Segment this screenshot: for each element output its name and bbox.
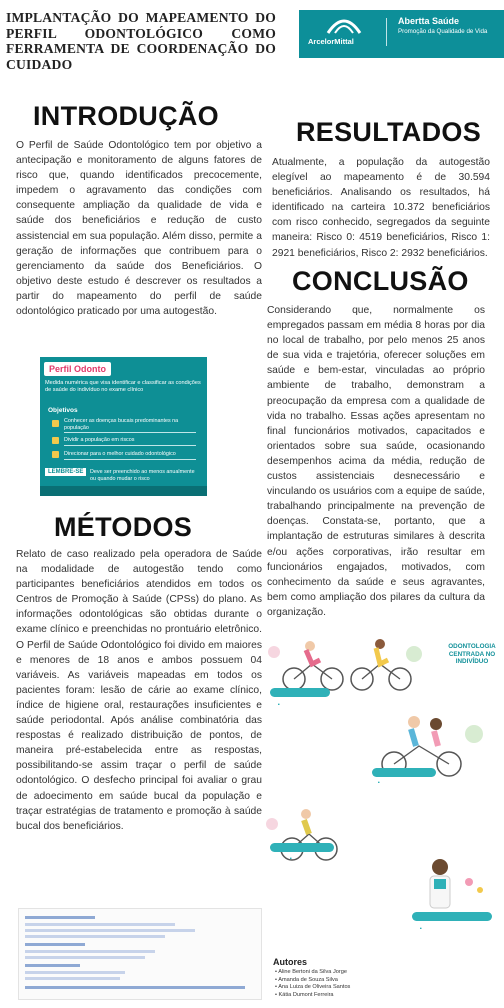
lembre-se-label: LEMBRE-SE	[45, 468, 86, 476]
perfil-objectives-label: Objetivos	[48, 407, 78, 414]
autores-list	[275, 969, 350, 999]
objective-bullet-icon	[52, 437, 59, 444]
tandem-bike-illustration	[382, 716, 483, 776]
abertta-tagline: Promoção da Qualidade de Vida	[398, 28, 488, 35]
introducao-heading: INTRODUÇÃO	[33, 101, 219, 131]
objective-item: Direcionar para o melhor cuidado odontológico	[64, 451, 196, 460]
autor-item: • Ana Luiza de Oliveira Santos	[275, 984, 350, 992]
odontologia-illustration	[264, 634, 504, 954]
perfil-odonto-infographic	[40, 357, 207, 496]
results-report-image	[18, 908, 262, 1000]
pill-label	[412, 912, 492, 921]
objective-bullet-icon	[52, 451, 59, 458]
metodos-heading: MÉTODOS	[54, 512, 193, 542]
resultados-heading: RESULTADOS	[296, 117, 481, 147]
pill-label	[270, 688, 330, 697]
autor-item: • Amanda de Souza Silva	[275, 977, 350, 985]
arcelormittal-logo	[308, 12, 368, 52]
perfil-card-footer	[40, 486, 207, 496]
conclusao-heading: CONCLUSÃO	[292, 266, 469, 296]
introducao-text: O Perfil de Saúde Odontológico tem por objetivo a antecipação e monitoramento de alguns fatores de risco que, quando identificados precocemente, impedem o agravamento das condições com consequente ampliação da qualidade de vida e saúde dos beneficiários e redução de custo assistencial em sua população. Além disso, permite a geração de informações que contribuem para o gerenciamento da saúde dos Beneficiários. O objetivo deste estudo é descrever os resultados a partir do mapeamento do perfil de saúde odontológico praticado por uma autogestão.	[16, 140, 262, 318]
cyclists-bottom-illustration	[266, 809, 337, 860]
arcelormittal-arc-icon	[326, 15, 362, 35]
autor-item: • Aline Bertoni da Silva Jorge	[275, 969, 350, 977]
pill-label	[270, 843, 334, 852]
metodos-text: Relato de caso realizado pela operadora de Saúde na modalidade de autogestão tendo como participantes beneficiários atendidos em todos os Centros de Promoção à Saúde (CPSs) do plano. As informações odontológicas são obtidas durante o exame clínico e preenchidas no prontuário eletrônico. O Perfil de Saúde Odontológico foi divido em maiores e menores de 18 anos e ambos possuem 04 variáveis. As variáveis mapeadas em todos os pacientes foram: lesão de cárie ao exame clínico, índice de higiene oral, restaurações insuficientes e saúde periodontal. Após análise combinatória das respostas é realizado distribuição de pontos, de maneira pré-estabelecida entre as respostas, possibilitando-se assim traçar o perfil de saúde odontológico. O desfecho principal foi avaliar o grau de adoecimento em saúde bucal da população e traçar estratégias de tratamento e promoção à saúde bucal dos beneficiários.	[16, 549, 262, 832]
objective-item: Conhecer as doenças bucais predominantes na população	[64, 418, 196, 433]
poster-title: IMPLANTAÇÃO DO MAPEAMENTO DO PERFIL ODONTOLÓGICO COMO FERRAMENTA DE COORDENAÇÃO DO CUIDADO	[6, 10, 276, 72]
odontologia-centrada-label: ODONTOLOGIA CENTRADA NO INDIVÍDUO	[448, 643, 496, 666]
dentist-illustration	[430, 859, 483, 908]
cyclists-top-illustration	[268, 639, 422, 690]
conclusao-text: Considerando que, normalmente os empregados passam em média 8 horas por dia no local de trabalho, por pelo menos 25 anos de sua vida e trajetória, oferecer soluções em saúde e bem-estar, vinculadas ao próprio ambiente de trabalho, demonstram a preocupação da empresa com a qualidade de vida no trabalho. Essas ações apresentam no final funcionários motivados, capacitados e orientados sobre sua saúde, ocasionando desempenhos acima da média, redução de custos assistenciais desnecessário e vinculando os usuários com a equipe de saúde, trabalhando principalmente na prevenção de doenças. Constata-se, portanto, que a implantação de estruturas similares à descrita e/ou ações corporativas, irão resultar em funcionários engajados, motivados, com conhecimento da saúde e seus agravantes, bem como ampliação dos pilares da cultura da organização.	[267, 305, 485, 618]
abertta-name: Abertta Saúde	[398, 16, 460, 26]
perfil-odonto-definition: Medida numérica que visa identificar e classificar as condições de saúde do indivíduo no exame clínico	[45, 380, 201, 393]
brand-divider	[386, 18, 387, 46]
objective-bullet-icon	[52, 420, 59, 427]
perfil-odonto-tag: Perfil Odonto	[44, 362, 111, 376]
resultados-text: Atualmente, a população da autogestão elegível ao mapeamento é de 30.594 beneficiários. Analisando os resultados, há identificado na carteira 10.372 beneficiários com risco conhecido, segregados da seguinte maneira: Risco 0: 4519 beneficiários, Risco 1: 2921 beneficiários, Risco 2: 2932 beneficiários.	[272, 157, 490, 259]
autores-heading: Autores	[273, 957, 308, 967]
abertta-logo	[398, 16, 487, 35]
objective-item: Dividir a população em riscos	[64, 437, 196, 446]
lembre-se-text: Deve ser preenchido ao menos anualmente ou quando mudar o risco	[90, 469, 195, 482]
autor-item: • Kátia Dumont Ferreira	[275, 992, 350, 1000]
arcelormittal-name: ArcelorMittal	[308, 37, 354, 46]
pill-label	[372, 768, 436, 777]
